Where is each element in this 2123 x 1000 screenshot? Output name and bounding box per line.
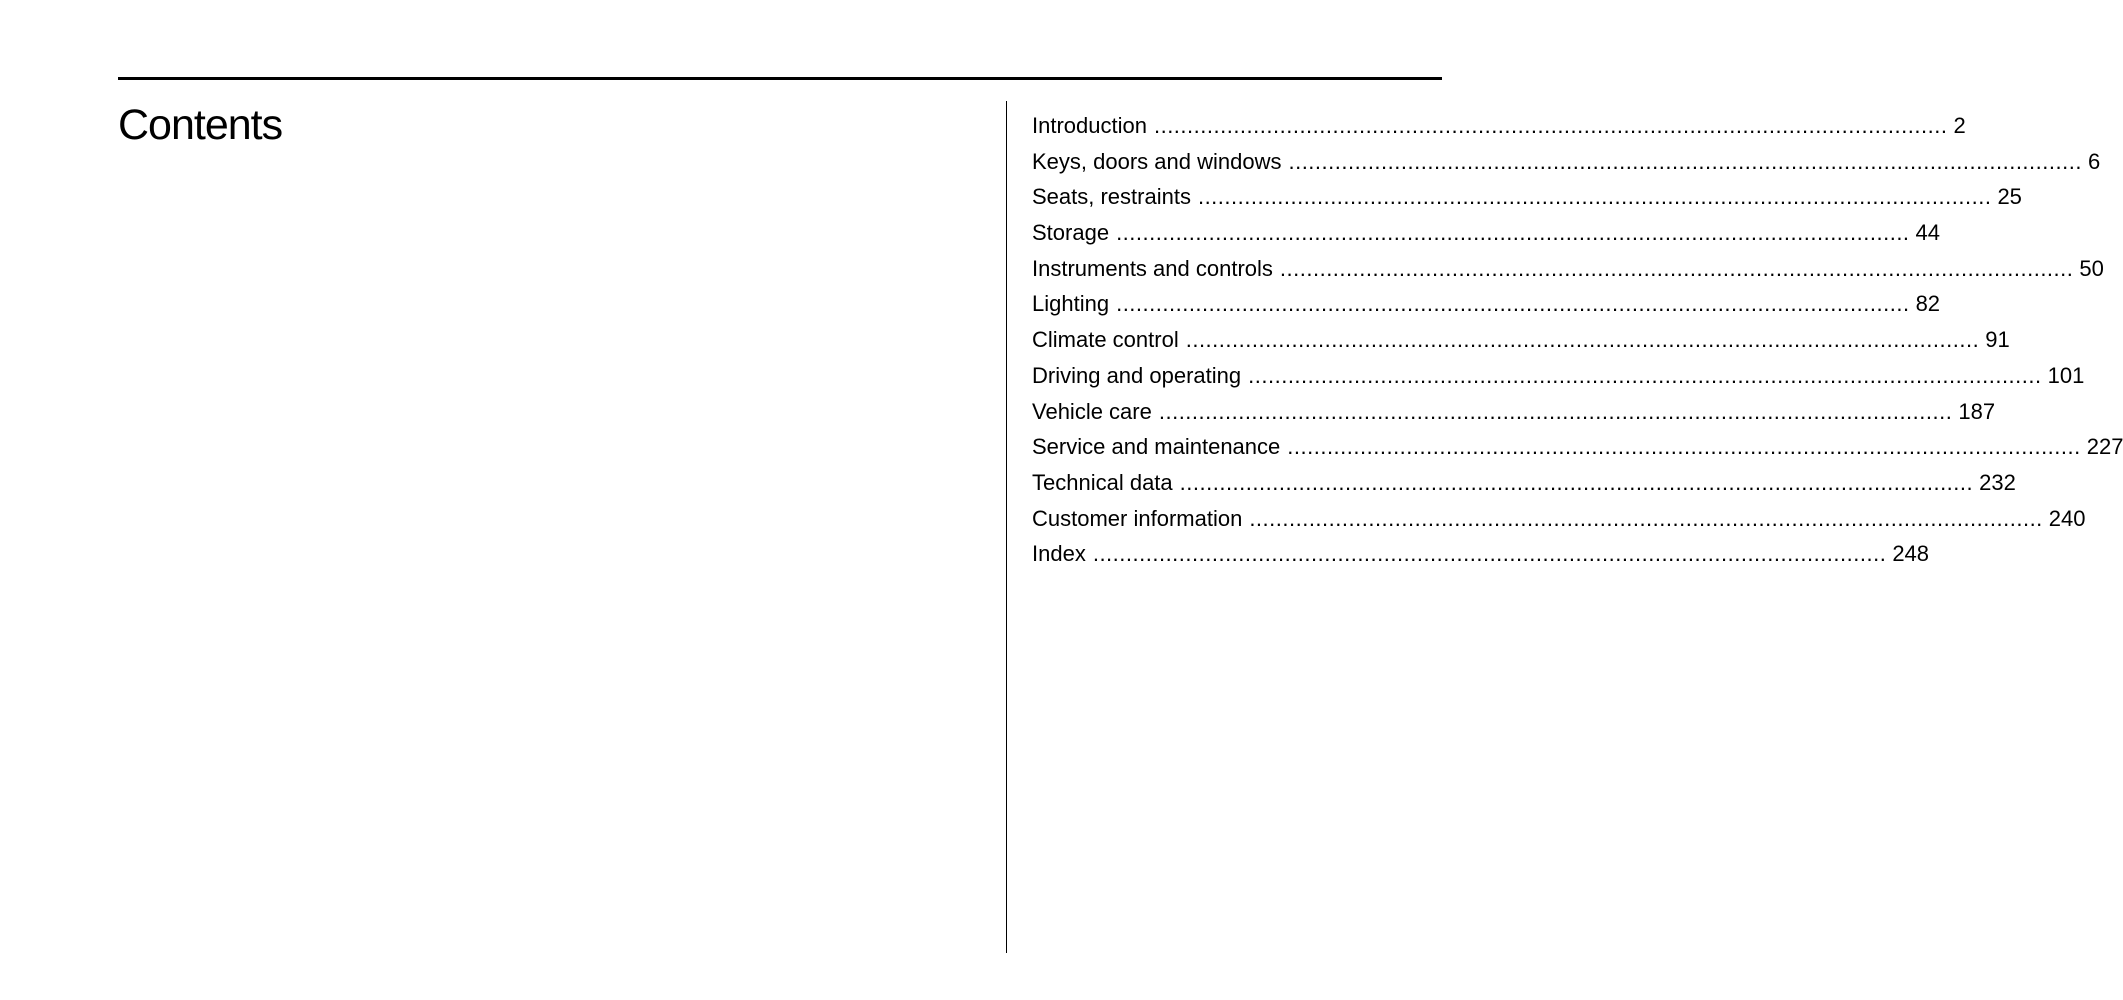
toc-entry-customer-information[interactable] — [1032, 501, 2086, 537]
toc-entry-title: Service and maintenance — [1032, 434, 1281, 460]
toc-page-number: 187 — [1958, 398, 1996, 424]
toc-dot-leader: ........................................................................................................................ — [1153, 113, 1948, 138]
toc-entry-technical-data[interactable] — [1032, 465, 2016, 501]
toc-dot-leader: ........................................................................................................................ — [1116, 291, 1910, 317]
toc-entry-introduction[interactable] — [1032, 108, 1966, 144]
toc-dot-leader: ........................................................................................................................ — [1288, 148, 2082, 174]
toc-entry-title: Instruments and controls — [1032, 255, 1273, 281]
toc-entry-title: Lighting — [1032, 291, 1110, 317]
toc-entry-keys-doors-windows[interactable] — [1032, 144, 2101, 180]
toc-entry-title: Climate control — [1032, 327, 1179, 353]
toc-page-number: 50 — [2079, 255, 2104, 281]
toc-dot-leader: ........................................................................................................................ — [1279, 255, 2074, 281]
toc-entry-title: Seats, restraints — [1032, 184, 1191, 210]
toc-page-number: 227 — [2086, 434, 2123, 460]
toc-entry-storage[interactable] — [1032, 215, 1941, 251]
toc-entry-title: Technical data — [1032, 469, 1173, 495]
toc-entry-title: Driving and operating — [1032, 362, 1242, 388]
toc-dot-leader: ........................................................................................................................ — [1185, 327, 1980, 353]
header-rule — [118, 77, 1442, 80]
toc-dot-leader: ........................................................................................................................ — [1287, 434, 2081, 460]
toc-dot-leader: ........................................................................................................................ — [1197, 184, 1992, 210]
toc-entry-service-maintenance[interactable] — [1032, 429, 2123, 465]
toc-entry-index[interactable] — [1032, 536, 1930, 572]
toc-entry-title: Introduction — [1032, 113, 1147, 138]
toc-entry-seats-restraints[interactable] — [1032, 179, 2022, 215]
toc-entry-climate-control[interactable] — [1032, 322, 2010, 358]
column-divider — [1006, 101, 1007, 953]
toc-entry-lighting[interactable] — [1032, 286, 1941, 322]
toc-page-number: 240 — [2048, 505, 2086, 531]
toc-page-number: 82 — [1915, 291, 1941, 317]
toc-entry-instruments-controls[interactable] — [1032, 251, 2104, 287]
page-title: Contents — [118, 101, 283, 149]
toc-dot-leader: ........................................................................................................................ — [1179, 469, 1974, 495]
toc-page-number: 91 — [1985, 327, 2010, 353]
toc-entry-title: Index — [1032, 541, 1086, 567]
toc-page-number: 232 — [1979, 469, 2016, 495]
toc-dot-leader: ........................................................................................................................ — [1092, 541, 1887, 567]
toc-page-number: 2 — [1953, 113, 1966, 138]
toc-dot-leader: ........................................................................................................................ — [1248, 362, 2042, 388]
toc-entry-title: Vehicle care — [1032, 398, 1152, 424]
toc-page-number: 25 — [1997, 184, 2022, 210]
toc-dot-leader: ........................................................................................................................ — [1116, 220, 1910, 246]
toc-page-number: 44 — [1915, 220, 1941, 246]
toc-entry-title: Storage — [1032, 220, 1110, 246]
toc-entry-title: Customer information — [1032, 505, 1243, 531]
toc-entry-driving-operating[interactable] — [1032, 358, 2085, 394]
toc-dot-leader: ........................................................................................................................ — [1158, 398, 1953, 424]
toc-entry-title: Keys, doors and windows — [1032, 148, 1282, 174]
toc-dot-leader: ........................................................................................................................ — [1249, 505, 2043, 531]
toc-entry-vehicle-care[interactable] — [1032, 394, 1996, 430]
toc-page-number: 6 — [2087, 148, 2101, 174]
table-of-contents — [1032, 108, 2123, 572]
toc-page-number: 248 — [1892, 541, 1930, 567]
toc-page-number: 101 — [2047, 362, 2085, 388]
